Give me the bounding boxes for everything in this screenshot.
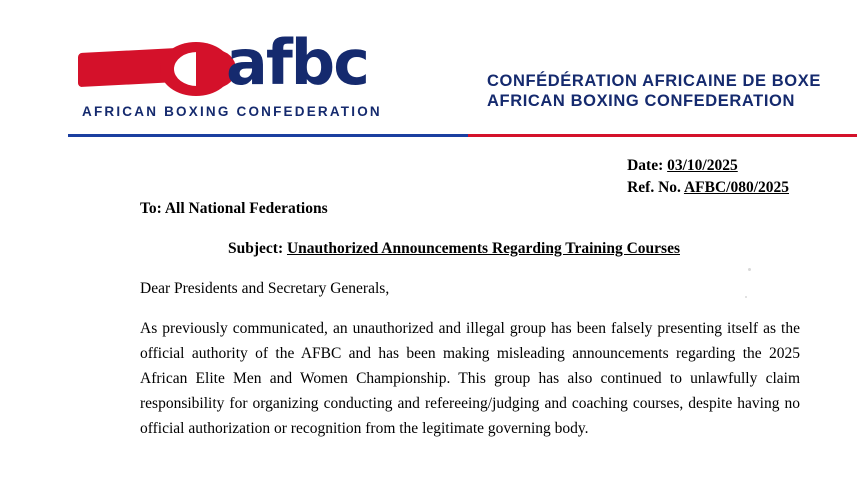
scan-speck [745,296,747,298]
org-title-french: CONFÉDÉRATION AFRICAINE DE BOXE [487,72,821,90]
addressee-label: To: [140,200,162,217]
subject-line [228,240,680,258]
scan-speck [748,268,751,271]
addressee-value: All National Federations [164,200,328,217]
letter-meta [627,155,789,200]
date-value: 03/10/2025 [667,157,738,174]
afbc-logo-mark [78,26,448,102]
reference-value: AFBC/080/2025 [683,179,789,197]
subject-label: Subject: [228,240,284,257]
reference-line [627,177,789,199]
org-title-english: AFRICAN BOXING CONFEDERATION [487,92,795,110]
body-paragraph: As previously communicated, an unauthorized and illegal group has been falsely presenting itself as the official authority of the AFBC and has been making misleading announcements regarding the 2025 African Elite Men and Women Championship. This group has also continued to unlawfully claim responsibility for organizing conducting and refereeing/judging and coaching courses, despite having no official authorization or recognition from the legitimate governing body. [140,320,800,438]
logo-subtitle: AFRICAN BOXING CONFEDERATION [82,104,382,119]
afbc-logo [78,26,448,126]
boxing-glove-icon [78,42,238,96]
date-line [627,155,789,177]
date-label: Date: [627,157,664,174]
header-divider [0,134,857,141]
reference-label: Ref. No. [627,179,681,197]
letterhead [0,0,857,128]
divider-red-segment [468,134,857,137]
salutation: Dear Presidents and Secretary Generals, [140,280,390,297]
logo-wordmark: afbc [226,26,368,99]
divider-blue-segment [68,134,468,137]
addressee-line [140,200,328,218]
subject-value: Unauthorized Announcements Regarding Training Courses [286,240,680,257]
